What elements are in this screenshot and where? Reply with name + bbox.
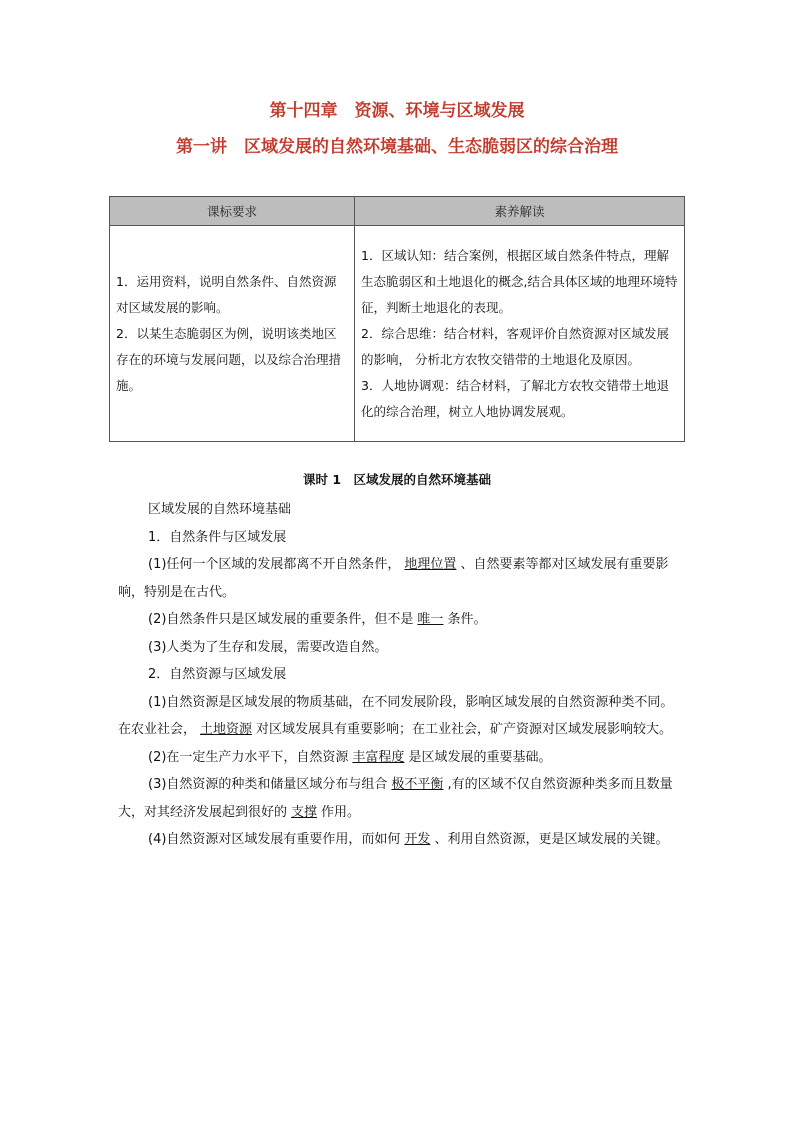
chapter-title: 第十四章 资源、环境与区域发展	[269, 101, 525, 121]
paragraph: (1)自然资源是区域发展的物质基础，在不同发展阶段，影响区域发展的自然资源种类不同。在农业社会， 土地资源 对区域发展具有重要影响；在工业社会，矿产资源对区域发展影响较大。	[118, 694, 674, 737]
table-header-standards: 课标要求	[110, 197, 355, 226]
standard-item: 2．以某生态脆弱区为例，说明该类地区存在的环境与发展问题，以及综合治理措施。	[116, 325, 342, 393]
paragraph: (2)在一定生产力水平下，自然资源 丰富程度 是区域发展的重要基础。	[148, 749, 552, 765]
fill-blank: 开发	[404, 832, 431, 847]
fill-blank: 地理位置	[404, 557, 457, 572]
paragraph: (1)任何一个区域的发展都离不开自然条件， 地理位置 、自然要素等都对区域发展有重要影响，特别是在古代。	[118, 557, 669, 600]
fill-blank: 唯一	[417, 612, 444, 627]
literacy-item: 3．人地协调观：结合材料，了解北方农牧交错带土地退化的综合治理，树立人地协调发展观。	[361, 377, 669, 419]
subsection-heading-2: 2．自然资源与区域发展	[148, 667, 287, 682]
table-header-row	[110, 197, 685, 226]
fill-blank: 丰富程度	[352, 749, 405, 765]
paragraph: (2)自然条件只是区域发展的重要条件，但不是 唯一 条件。	[148, 612, 487, 627]
paragraph: (3)自然资源的种类和储量区域分布与组合 极不平衡 ,有的区域不仅自然资源种类多而且数量大，对其经济发展起到很好的 支撑 作用。	[118, 777, 673, 820]
lesson-title: 课时 1 区域发展的自然环境基础	[302, 472, 492, 487]
lesson-body	[118, 496, 678, 854]
paragraph: (3)人类为了生存和发展，需要改造自然。	[148, 639, 388, 655]
fill-blank: 极不平衡	[391, 777, 444, 792]
subsection-heading-1: 1．自然条件与区域发展	[148, 529, 287, 545]
literacy-item: 1．区域认知：结合案例，根据区域自然条件特点，理解生态脆弱区和土地退化的概念,结合具体区域的地理环境特征，判断土地退化的表现。	[361, 247, 678, 315]
curriculum-table	[109, 196, 685, 442]
fill-blank: 土地资源	[200, 722, 253, 737]
standard-item: 1．运用资料，说明自然条件、自然资源对区域发展的影响。	[116, 273, 337, 315]
table-row	[110, 226, 685, 442]
fill-blank: 支撑	[291, 804, 318, 820]
paragraph: (4)自然资源对区域发展有重要作用，而如何 开发 、利用自然资源，更是区域发展的关键。	[148, 832, 669, 847]
section-heading: 区域发展的自然环境基础	[148, 502, 292, 517]
table-header-literacy: 素养解读	[355, 197, 685, 226]
literacy-cell	[355, 226, 685, 442]
standards-cell	[110, 226, 355, 442]
lecture-title: 第一讲 区域发展的自然环境基础、生态脆弱区的综合治理	[176, 137, 618, 157]
literacy-item: 2．综合思维：结合材料，客观评价自然资源对区域发展的影响， 分析北方农牧交错带的土地退化及原因。	[361, 325, 669, 367]
